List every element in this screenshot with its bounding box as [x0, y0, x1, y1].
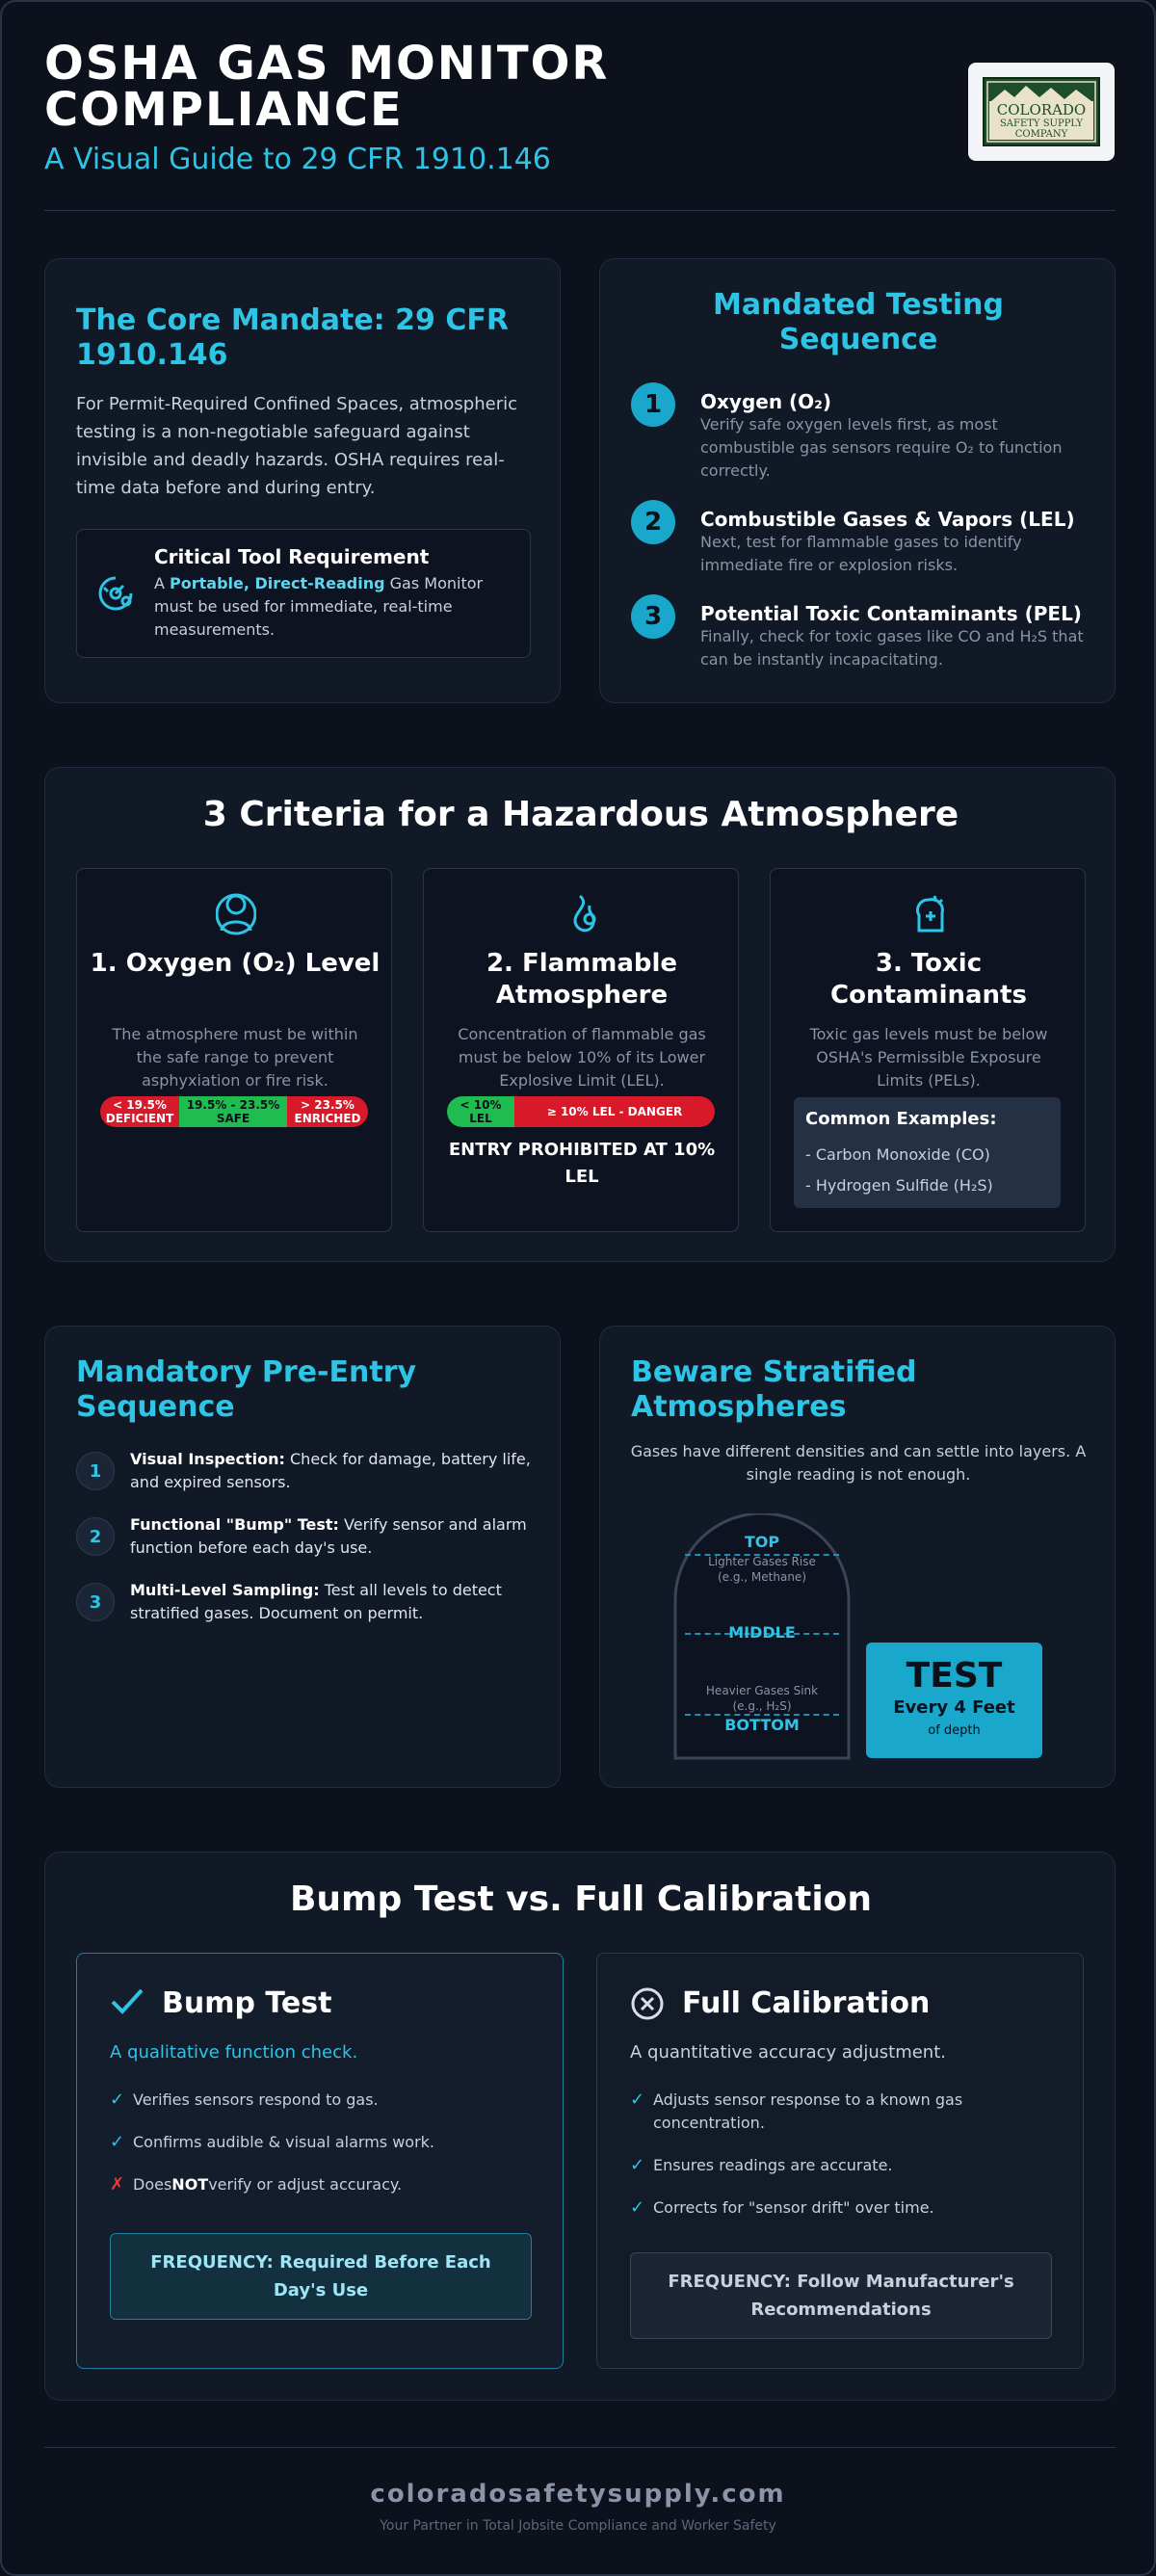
criteria-card-flammable: [423, 868, 739, 1232]
layer-label-middle: MIDDLE: [728, 1623, 796, 1642]
footer-divider: [44, 2447, 1116, 2448]
core-mandate-panel: [44, 258, 561, 703]
criteria-desc: The atmosphere must be within the safe range to prevent asphyxiation or fire risk.: [112, 1025, 358, 1090]
criteria-title: 2. Flammable Atmosphere: [486, 949, 678, 1010]
full-calibration-title: Full Calibration: [682, 1986, 931, 2020]
critical-tool-text: A Portable, Direct-Reading Gas Monitor must be used for immediate, real-time measurements.: [154, 574, 484, 639]
core-mandate-heading: The Core Mandate: 29 CFR 1910.146: [76, 303, 509, 372]
circle-x-icon: [630, 1986, 665, 2025]
stratified-desc: Gases have different densities and can settle into layers. A single reading is not enough.: [630, 1442, 1087, 1484]
calibration-item: ✓ Adjusts sensor response to a known gas concentration.: [630, 2090, 963, 2132]
layer-label-bottom: BOTTOM: [724, 1716, 800, 1734]
step-number: 1: [631, 382, 675, 427]
calibration-frequency: FREQUENCY: Follow Manufacturer's Recommendations: [630, 2252, 1052, 2339]
step-desc: Next, test for flammable gases to identify immediate fire or explosion risks.: [700, 533, 1022, 574]
criteria-title: 3. Toxic Contaminants: [830, 949, 1027, 1010]
step-number: 2: [631, 500, 675, 544]
layer-label-top: TOP: [744, 1533, 780, 1551]
step-desc: Verify safe oxygen levels first, as most combustible gas sensors require O₂ to function correctly.: [700, 415, 1063, 480]
bump-test-title: Bump Test: [162, 1986, 332, 2020]
pre-entry-step: Visual Inspection: Check for damage, battery life, and expired sensors.: [130, 1450, 531, 1491]
critical-tool-card: [76, 529, 531, 658]
toxic-hazard-icon: [909, 892, 950, 940]
heavier-gases-note: Heavier Gases Sink (e.g., H₂S): [705, 1684, 819, 1713]
footer-tagline: Your Partner in Total Jobsite Compliance and Worker Safety: [380, 2518, 776, 2534]
lighter-gases-note: Lighter Gases Rise (e.g., Methane): [708, 1555, 816, 1584]
step-number: 2: [76, 1517, 115, 1556]
core-mandate-body: For Permit-Required Confined Spaces, atmospheric testing is a non-negotiable safeguard against invisible and deadly hazards. OSHA requires real-time data before and during entry.: [76, 394, 517, 498]
bump-test-item-negative: ✗ DoesNOTverify or adjust accuracy.: [110, 2174, 403, 2195]
step-title: Combustible Gases & Vapors (LEL): [700, 508, 1075, 531]
bump-test-subtitle: A qualitative function check.: [110, 2042, 358, 2063]
test-every-4-feet-box: [866, 1643, 1042, 1758]
step-title: Potential Toxic Contaminants (PEL): [700, 602, 1082, 625]
bar-segment-deficient: < 19.5% DEFICIENT: [100, 1096, 179, 1127]
bar-segment-safe: < 10% LEL: [447, 1096, 514, 1127]
bar-segment-enriched: > 23.5% ENRICHED: [287, 1096, 368, 1127]
step-number: 1: [76, 1452, 115, 1490]
example-item: - Hydrogen Sulfide (H₂S): [805, 1176, 993, 1195]
bump-test-item: ✓ Confirms audible & visual alarms work.: [110, 2132, 435, 2152]
page-title: OSHA GAS MONITOR COMPLIANCE: [44, 37, 610, 137]
checkmark-icon: [110, 1986, 144, 2019]
gas-meter-icon: [94, 572, 137, 618]
criteria-desc: Toxic gas levels must be below OSHA's Permissible Exposure Limits (PELs).: [809, 1025, 1048, 1090]
full-calibration-card: [596, 1953, 1084, 2369]
page-subtitle: A Visual Guide to 29 CFR 1910.146: [44, 143, 551, 176]
svg-text:SAFETY SUPPLY: SAFETY SUPPLY: [999, 118, 1084, 129]
pre-entry-step: Functional "Bump" Test: Verify sensor and alarm function before each day's use.: [130, 1515, 527, 1557]
bump-vs-calibration-heading: Bump Test vs. Full Calibration: [289, 1879, 873, 1919]
test-interval: Every 4 Feet: [893, 1697, 1015, 1718]
step-title: Oxygen (O₂): [700, 390, 832, 413]
criteria-heading: 3 Criteria for a Hazardous Atmosphere: [202, 795, 959, 834]
testing-sequence-panel: [599, 258, 1116, 703]
oxygen-range-bar: [100, 1096, 368, 1127]
criteria-desc: Concentration of flammable gas must be below 10% of its Lower Explosive Limit (LEL).: [458, 1025, 706, 1090]
criteria-panel: [44, 767, 1116, 1262]
footer-website-link[interactable]: coloradosafetysupply.com: [370, 2480, 786, 2509]
oxygen-icon: [216, 892, 256, 940]
critical-tool-title: Critical Tool Requirement: [154, 545, 430, 568]
entry-prohibited-warning: ENTRY PROHIBITED AT 10% LEL: [448, 1140, 716, 1187]
common-examples-box: [794, 1097, 1061, 1208]
step-number: 3: [631, 594, 675, 639]
bar-segment-safe: 19.5% - 23.5% SAFE: [179, 1096, 287, 1127]
pre-entry-step: Multi-Level Sampling: Test all levels to detect stratified gases. Document on permit.: [130, 1581, 502, 1622]
stratified-heading: Beware Stratified Atmospheres: [631, 1355, 917, 1424]
criteria-card-oxygen: [76, 868, 392, 1232]
example-item: - Carbon Monoxide (CO): [805, 1145, 990, 1164]
flame-icon: [563, 892, 603, 940]
step-number: 3: [76, 1583, 115, 1621]
examples-title: Common Examples:: [805, 1109, 997, 1129]
criteria-title: 1. Oxygen (O₂) Level: [90, 949, 381, 978]
full-calibration-subtitle: A quantitative accuracy adjustment.: [630, 2042, 946, 2063]
header-divider: [44, 210, 1116, 211]
svg-text:COLORADO: COLORADO: [996, 101, 1087, 118]
lel-range-bar: [447, 1096, 715, 1127]
svg-text:COMPANY: COMPANY: [1014, 129, 1068, 140]
calibration-item: ✓ Corrects for "sensor drift" over time.: [630, 2197, 934, 2218]
calibration-item: ✓ Ensures readings are accurate.: [630, 2155, 893, 2175]
bar-segment-danger: ≥ 10% LEL - DANGER: [514, 1096, 715, 1127]
bump-test-item: ✓ Verifies sensors respond to gas.: [110, 2090, 379, 2110]
test-label: TEST: [906, 1656, 1003, 1695]
pre-entry-heading: Mandatory Pre-Entry Sequence: [76, 1355, 417, 1424]
test-depth: of depth: [928, 1723, 981, 1738]
bump-vs-calibration-panel: [44, 1852, 1116, 2401]
testing-sequence-heading: Mandated Testing Sequence: [713, 288, 1004, 356]
step-desc: Finally, check for toxic gases like CO and H₂S that can be instantly incapacitating.: [700, 627, 1084, 669]
stratified-panel: [599, 1326, 1116, 1788]
pre-entry-panel: [44, 1326, 561, 1788]
company-logo: [968, 63, 1115, 161]
bump-test-card: [76, 1953, 564, 2369]
bump-test-frequency: FREQUENCY: Required Before Each Day's Use: [110, 2233, 532, 2320]
